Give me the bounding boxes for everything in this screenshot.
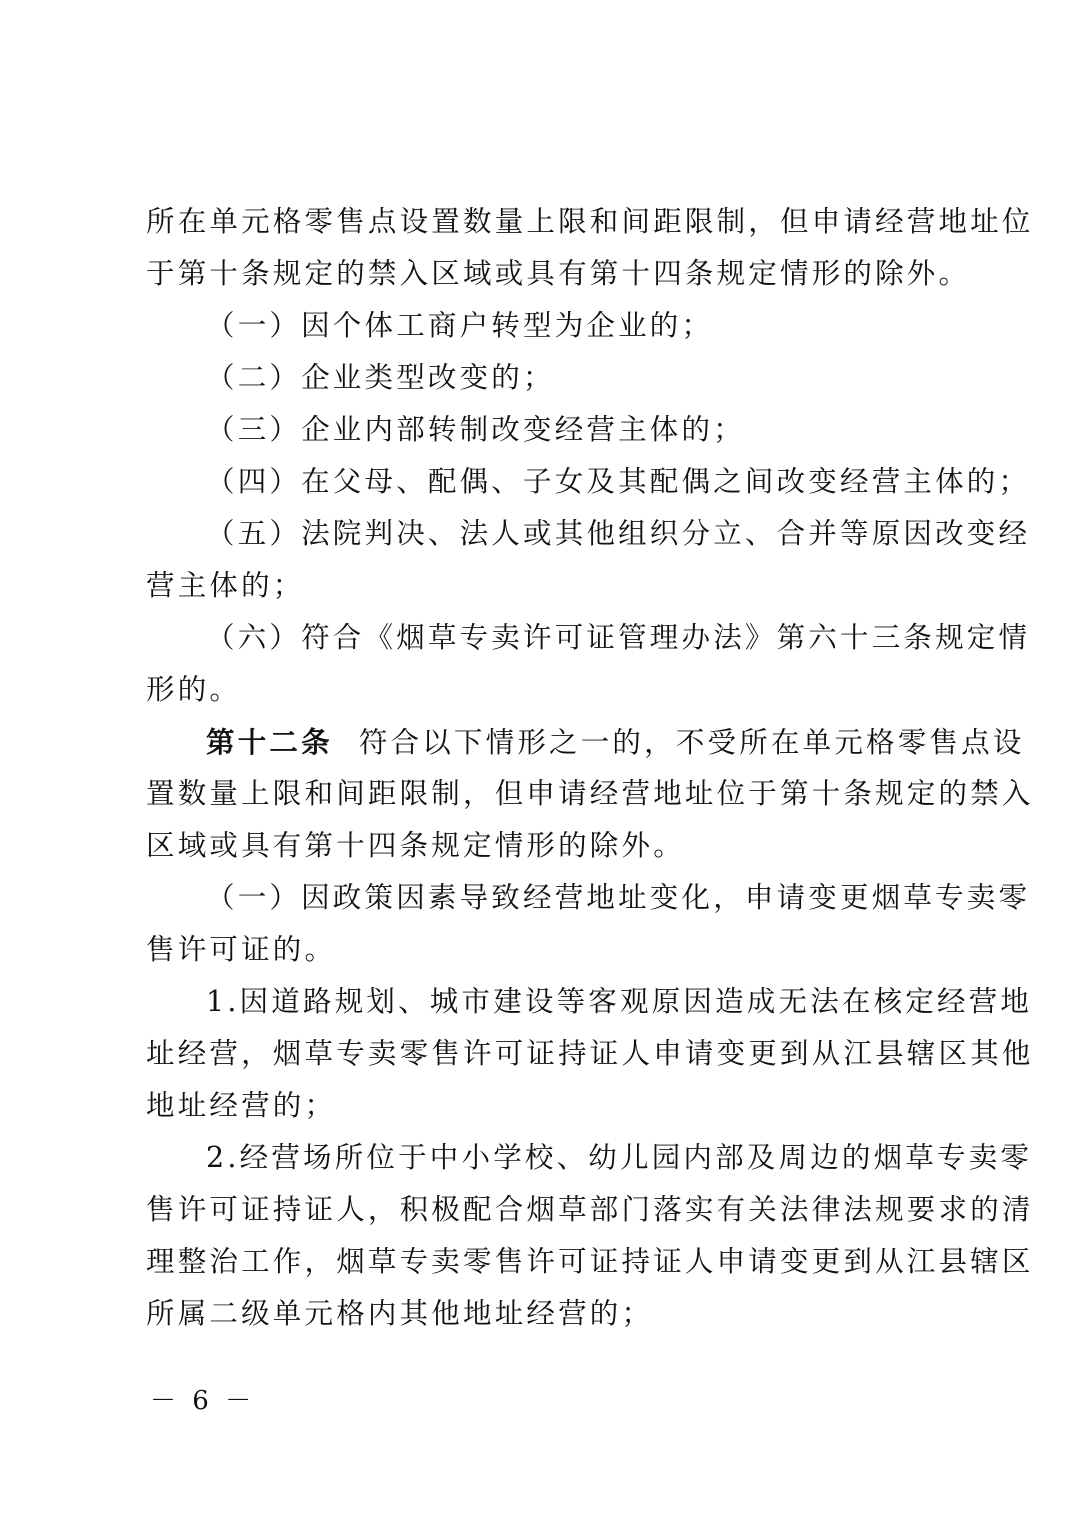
list-item: （四）在父母、配偶、子女及其配偶之间改变经营主体的； xyxy=(206,465,1031,498)
text-line: 理整治工作，烟草专卖零售许可证持证人申请变更到从江县辖区 xyxy=(146,1245,1034,1278)
list-item: 2.经营场所位于中小学校、幼儿园内部及周边的烟草专卖零 xyxy=(206,1141,1033,1174)
text-line: 所在单元格零售点设置数量上限和间距限制，但申请经营地址位 xyxy=(146,205,1034,238)
list-item: （一）因个体工商户转型为企业的； xyxy=(206,309,714,342)
list-item: （五）法院判决、法人或其他组织分立、合并等原因改变经 xyxy=(206,517,1031,550)
text-line: 于第十条规定的禁入区域或具有第十四条规定情形的除外。 xyxy=(146,257,971,290)
page-number: － 6 － xyxy=(150,1386,256,1416)
text-line: 形的。 xyxy=(146,673,242,706)
list-item: （三）企业内部转制改变经营主体的； xyxy=(206,413,745,446)
list-item: （六）符合《烟草专卖许可证管理办法》第六十三条规定情 xyxy=(206,621,1031,654)
list-item: 1.因道路规划、城市建设等客观原因造成无法在核定经营地 xyxy=(206,985,1033,1018)
list-item: （一）因政策因素导致经营地址变化，申请变更烟草专卖零 xyxy=(206,881,1031,914)
text-line: 所属二级单元格内其他地址经营的； xyxy=(146,1297,654,1330)
text-line: 址经营，烟草专卖零售许可证持证人申请变更到从江县辖区其他 xyxy=(146,1037,1034,1070)
text-line: 置数量上限和间距限制，但申请经营地址位于第十条规定的禁入 xyxy=(146,777,1034,810)
text-line: 售许可证的。 xyxy=(146,933,337,966)
document-body xyxy=(146,196,1034,1340)
list-item: （二）企业类型改变的； xyxy=(206,361,555,394)
article-text: 符合以下情形之一的，不受所在单元格零售点设 xyxy=(358,726,1025,759)
text-line: 售许可证持证人，积极配合烟草部门落实有关法律法规要求的清 xyxy=(146,1193,1034,1226)
text-line: 地址经营的； xyxy=(146,1089,337,1122)
text-line: 营主体的； xyxy=(146,569,305,602)
text-line: 区域或具有第十四条规定情形的除外。 xyxy=(146,829,685,862)
article-heading-line xyxy=(146,716,1025,768)
article-label: 第十二条 xyxy=(206,725,333,759)
